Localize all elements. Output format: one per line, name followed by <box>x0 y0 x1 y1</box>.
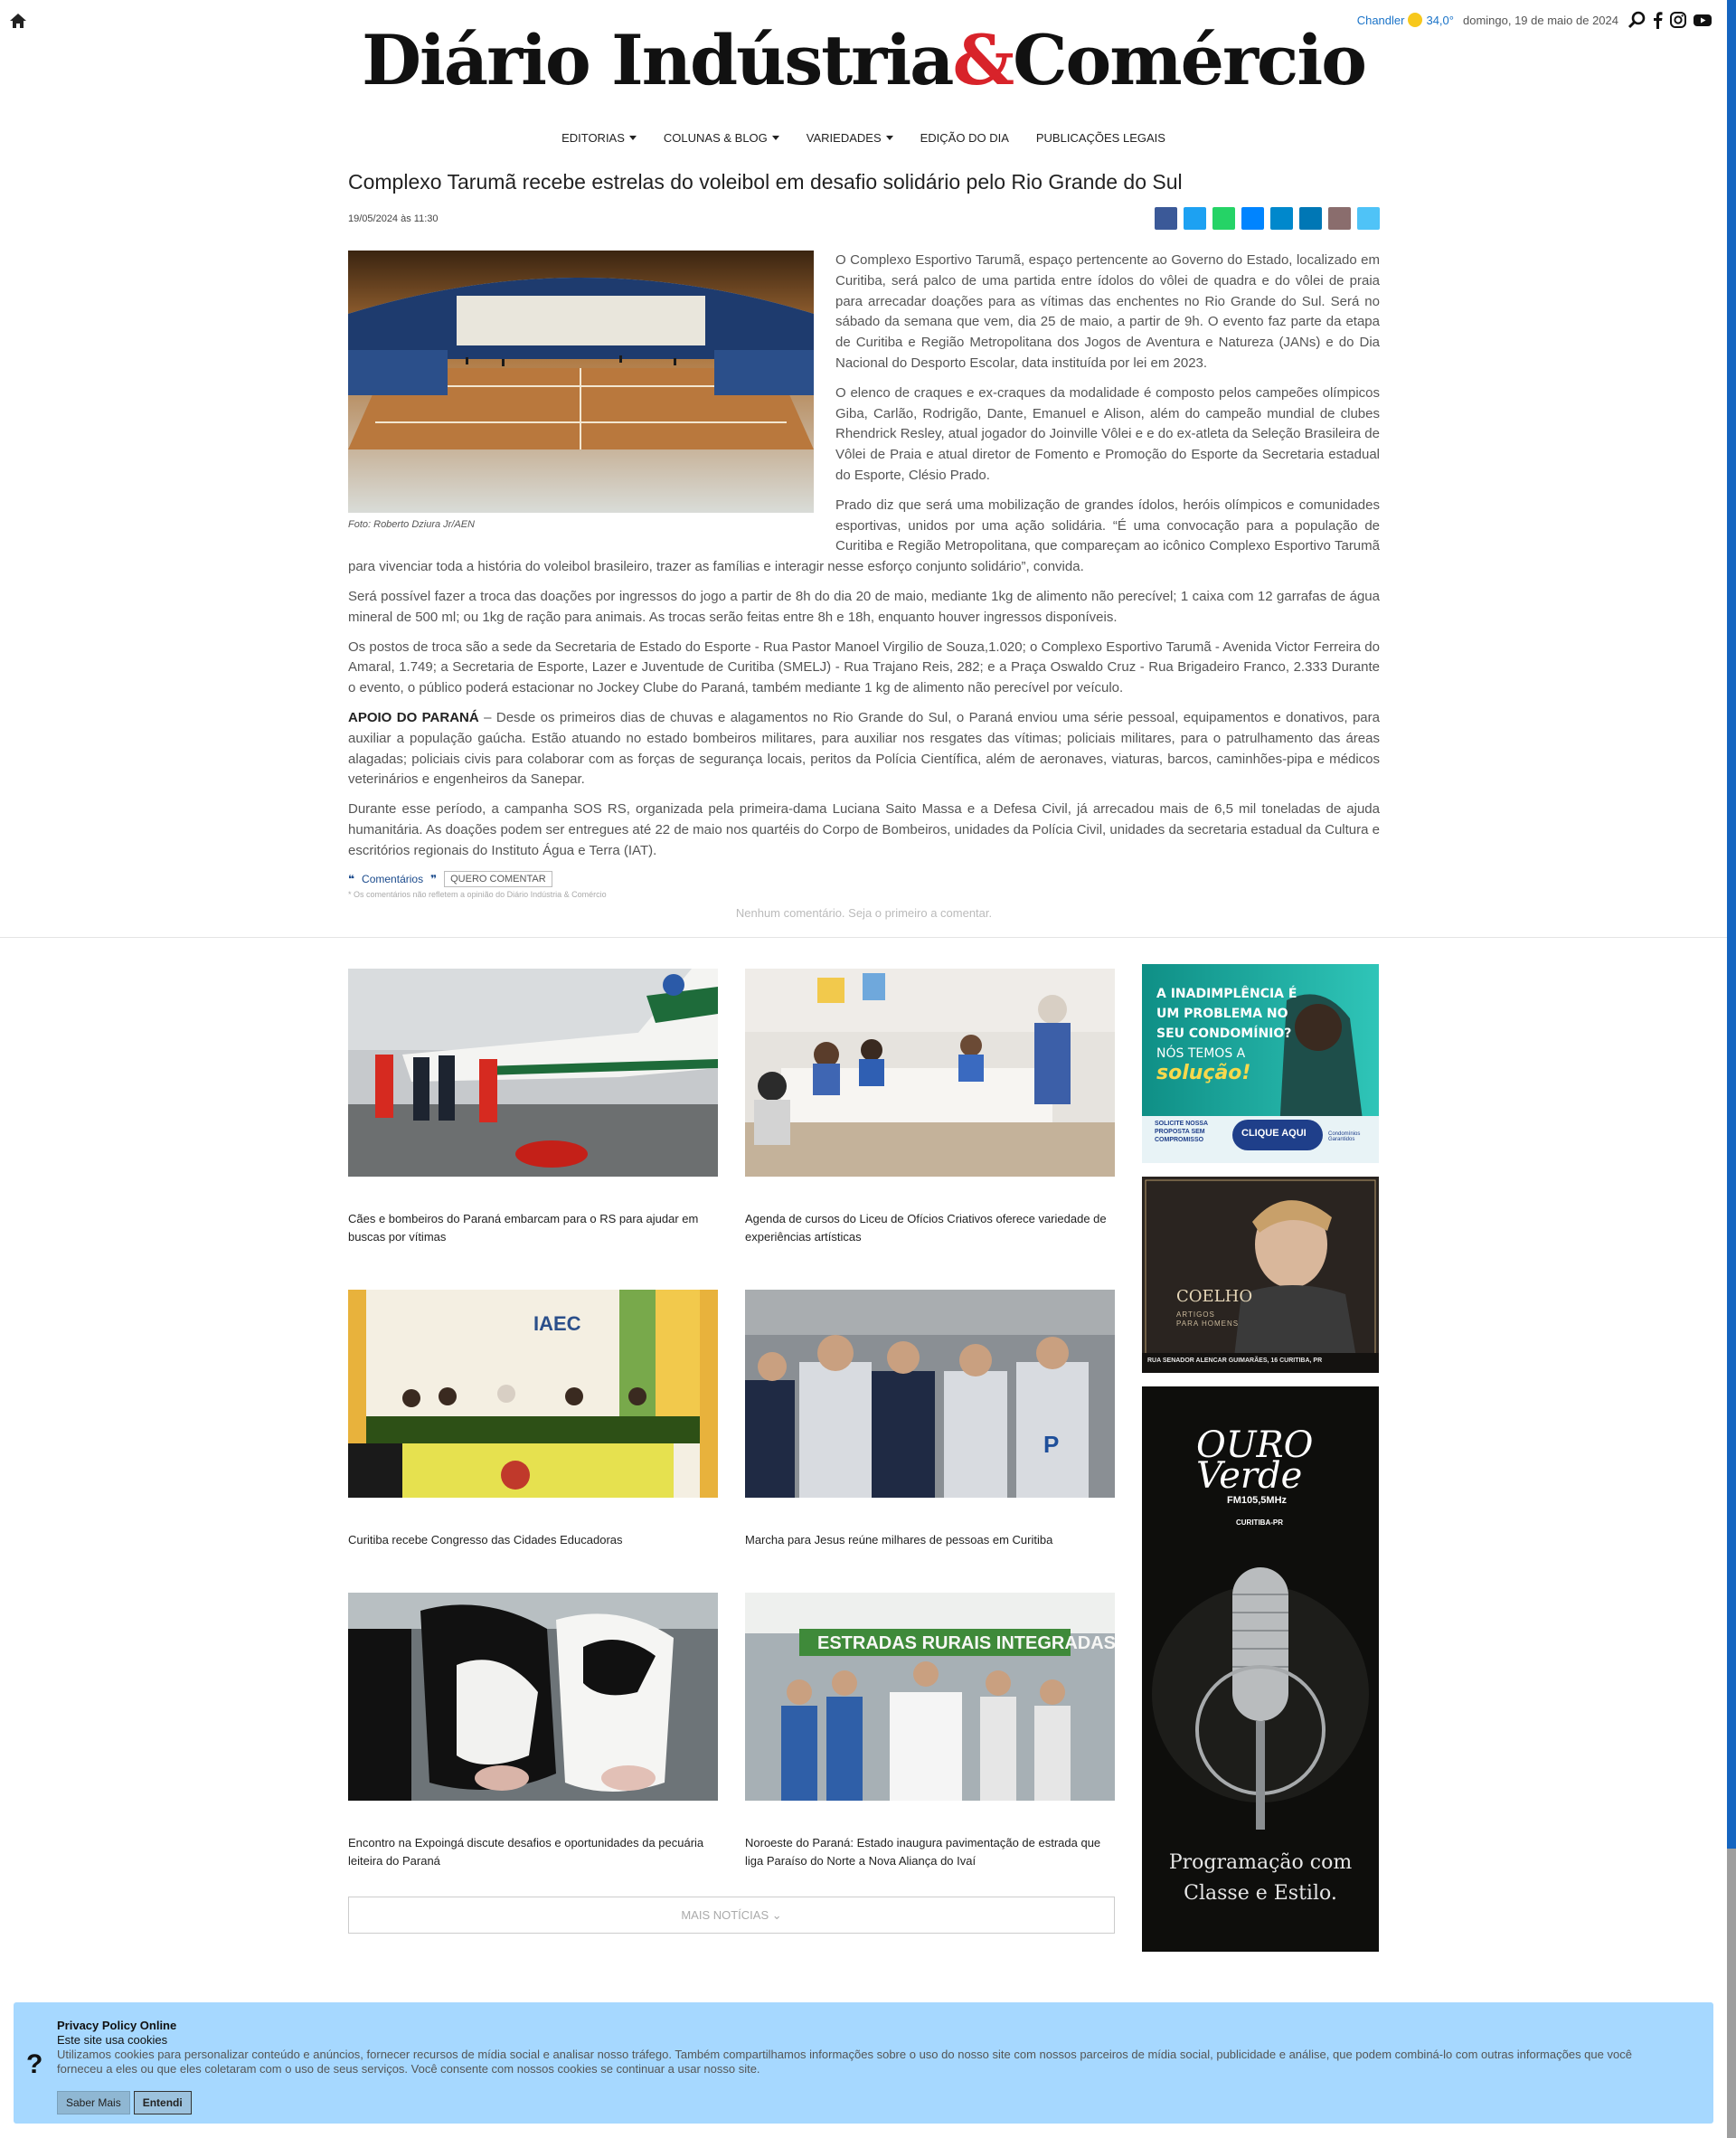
nav-label: VARIEDADES <box>806 131 882 145</box>
news-title[interactable]: Encontro na Expoingá discute desafios e oportunidades da pecuária leiteira do Paraná <box>348 1836 704 1868</box>
news-photo-road-inauguration <box>745 1593 1115 1801</box>
news-card[interactable] <box>348 1290 718 1549</box>
news-card[interactable] <box>745 969 1115 1246</box>
cookie-text <box>57 2019 1675 2077</box>
page-scrollbar[interactable] <box>1727 0 1736 2138</box>
comments-header <box>348 871 1380 887</box>
more-news-label: MAIS NOTÍCIAS <box>681 1908 769 1922</box>
article <box>348 167 1380 920</box>
photo-text: P <box>1043 1431 1060 1458</box>
news-title[interactable]: Marcha para Jesus reúne milhares de pessoas em Curitiba <box>745 1533 1053 1547</box>
ad-condominio[interactable] <box>1142 964 1379 1163</box>
photo-text: IAEC <box>533 1312 581 1335</box>
no-comments-message: Nenhum comentário. Seja o primeiro a comentar. <box>735 905 993 920</box>
news-card[interactable] <box>745 1593 1115 1870</box>
ad-tagline <box>1142 1848 1379 1909</box>
ad-text: Classe e Estilo. <box>1184 1882 1337 1905</box>
news-card[interactable] <box>348 1593 718 1870</box>
cookie-subtitle: Este site usa cookies <box>57 2033 168 2047</box>
chevron-down-icon: ⌄ <box>771 1908 782 1922</box>
ad-cta-text: SOLICITE NOSSA PROPOSTA SEM COMPROMISSO <box>1155 1121 1208 1143</box>
article-paragraph: Será possível fazer a troca das doações por ingressos do jogo a partir de 8h do dia 20 de maio, mediante 1kg de alimento não perecível; 1 caixa com 12 garrafas de água mineral de 500 ml; ou 1kg de ração para animais. As trocas serão feitas entre 8h e 18h, enquanto houver ingressos disponíveis. <box>348 588 1380 625</box>
ad-text: UM PROBLEMA NO <box>1156 1007 1288 1021</box>
article-title: Complexo Tarumã recebe estrelas do voleibol em desafio solidário pelo Rio Grande do Sul <box>348 170 1183 194</box>
news-photo-firefighters-plane <box>348 969 718 1177</box>
cookie-description: Utilizamos cookies para personalizar conteúdo e anúncios, fornecer recursos de mídia social e analisar nosso tráfego. Também compartilhamos informações sobre o uso do nosso site com nossos parceiros de mídia social, publicidade e análise, que podem combiná-lo com outras informações que você forneceu a eles ou que eles coletaram com o uso de seus serviços. Você consente com nossos cookies se continuar a usar nosso site. <box>57 2048 1632 2076</box>
ad-headline <box>1156 984 1297 1083</box>
caret-down-icon <box>629 136 637 140</box>
ad-text: Programação com <box>1168 1851 1353 1874</box>
news-title[interactable]: Noroeste do Paraná: Estado inaugura pavimentação de estrada que liga Paraíso do Norte a Nova Aliança do Ivaí <box>745 1836 1101 1868</box>
news-photo-congress-panel <box>348 1290 718 1498</box>
cookie-actions <box>57 2091 192 2114</box>
logo-text-1: Diário Indústria <box>362 20 953 100</box>
share-link-icon[interactable] <box>1357 207 1380 230</box>
ad-text: solução! <box>1156 1062 1251 1084</box>
news-title[interactable]: Agenda de cursos do Liceu de Ofícios Criativos oferece variedade de experiências artísticas <box>745 1212 1107 1244</box>
article-paragraph: O elenco de craques e ex-craques da modalidade é composto pelos campeões olímpicos Giba, Carlão, Rodrigão, Dante, Emanuel e Alison, além do campeão mundial de clubes Rhendrick Resley, atual jogador do Joinville Vôlei e e do ex-atleta da Seleção Brasileira de Vôlei de Praia e atual diretor de Fomento e Promoção do Esporte da Secretaria estadual do Esporte, Clésio Prado. <box>835 384 1380 483</box>
ad-text: A INADIMPLÊNCIA É <box>1156 987 1297 1001</box>
comment-button[interactable]: QUERO COMENTAR <box>444 871 552 887</box>
article-paragraph: Os postos de troca são a sede da Secretaria de Estado do Esporte - Rua Pastor Manoel Virgilio de Souza,1.020; o Complexo Esportivo Tarumã - Avenida Victor Ferreira do Amaral, 1.749; a Secretaria de Esporte, Lazer e Juventude de Curitiba (SMELJ) - Rua Trajano Reis, 282; e a Praça Oswaldo Cruz - Rua Brigadeiro Franco, 2.333 Durante o evento, o público poderá estacionar no Jockey Clube do Paraná, também mediante 1 kg de alimento não perecível por veículo. <box>348 639 1380 696</box>
ad-coelho[interactable] <box>1142 1177 1379 1373</box>
share-linkedin-icon[interactable] <box>1299 207 1322 230</box>
article-paragraph <box>348 708 1380 790</box>
cookie-banner <box>14 2002 1713 2124</box>
image-caption: Foto: Roberto Dziura Jr/AEN <box>348 519 475 530</box>
article-paragraph: Prado diz que será uma mobilização de grandes ídolos, heróis olímpicos e comunidades esportivas, unidos por uma ação solidária. “É uma convocação para a população de Curitiba e Região Metropolitana, que compareçam ao icônico Complexo Esportivo Tarumã para vivenciar toda a história do voleibol brasileiro, trazer as famílias e interagir nesse esforço conjunto solidário”, convida. <box>348 497 1380 575</box>
news-card[interactable] <box>348 969 718 1246</box>
weather-temp: 34,0° <box>1426 13 1454 27</box>
section-lead: APOIO DO PARANÁ <box>348 709 479 725</box>
main-navigation <box>0 131 1727 145</box>
site-logo[interactable] <box>0 20 1727 100</box>
share-whatsapp-icon[interactable] <box>1212 207 1235 230</box>
current-date: domingo, 19 de maio de 2024 <box>1462 13 1618 27</box>
news-photo-dairy-cows <box>348 1593 718 1801</box>
ad-brand <box>1196 1424 1314 1497</box>
logo-ampersand: & <box>952 20 1014 100</box>
ad-city: CURITIBA-PR <box>1236 1518 1283 1527</box>
share-facebook-icon[interactable] <box>1155 207 1177 230</box>
ad-brand: Condomínios Garantidos <box>1328 1131 1361 1142</box>
caret-down-icon <box>772 136 779 140</box>
nav-colunas-blog[interactable] <box>664 131 779 145</box>
ad-ouro-verde[interactable] <box>1142 1386 1379 1952</box>
photo-text: ESTRADAS RURAIS INTEGRADAS <box>817 1633 1115 1653</box>
nav-label: PUBLICAÇÕES LEGAIS <box>1035 131 1165 145</box>
weather-city: Chandler <box>1356 13 1405 27</box>
ad-text: OURO <box>1196 1424 1314 1466</box>
question-icon: ? <box>26 2049 43 2079</box>
comments-disclaimer: * Os comentários não refletem a opinião do Diário Indústria & Comércio <box>348 889 607 899</box>
ad-cta-button[interactable]: CLIQUE AQUI <box>1241 1128 1307 1139</box>
ad-address: RUA SENADOR ALENCAR GUIMARÃES, 16 CURITIBA, PR <box>1147 1358 1323 1364</box>
article-figure <box>348 251 814 535</box>
nav-label: EDITORIAS <box>561 131 625 145</box>
share-email-icon[interactable] <box>1328 207 1351 230</box>
nav-editorias[interactable] <box>561 131 637 145</box>
news-photo-march-crowd <box>745 1290 1115 1498</box>
ad-coelho-image <box>1142 1177 1379 1373</box>
nav-label: COLUNAS & BLOG <box>663 131 768 145</box>
quote-open-icon: ❝ <box>348 872 355 885</box>
share-telegram-icon[interactable] <box>1270 207 1293 230</box>
section-divider <box>0 937 1727 938</box>
news-title[interactable]: Cães e bombeiros do Paraná embarcam para o RS para ajudar em buscas por vítimas <box>348 1212 699 1244</box>
article-photo-gymnasium <box>348 251 814 513</box>
share-twitter-icon[interactable] <box>1184 207 1206 230</box>
article-date: 19/05/2024 às 11:30 <box>348 213 439 224</box>
comments-label: Comentários <box>362 872 424 885</box>
caret-down-icon <box>886 136 893 140</box>
article-paragraph: O Complexo Esportivo Tarumã, espaço pertencente ao Governo do Estado, localizado em Curitiba, será palco de uma partida entre ídolos do vôlei de quadra e do vôlei de praia para arrecadar doações para as vítimas das enchentes no Rio Grande do Sul. Será no sábado da semana que vem, dia 25 de maio, a partir de 9h. O evento faz parte da etapa de Curitiba e Região Metropolitana dos Jogos de Aventura e Natureza (JANs) e do Dia Nacional do Desporto Escolar, data instituída por lei em 2023. <box>835 252 1380 371</box>
news-card[interactable] <box>745 1290 1115 1549</box>
article-body <box>348 251 1380 862</box>
nav-variedades[interactable] <box>807 131 893 145</box>
quote-close-icon: ❞ <box>430 872 438 885</box>
article-paragraph: Durante esse período, a campanha SOS RS, organizada pela primeira-dama Luciana Saito Massa e a Defesa Civil, já arrecadou mais de 6,5 mil toneladas de ajuda humanitária. As doações podem ser entregues até 22 de maio nos quartéis do Corpo de Bombeiros, unidades da Polícia Civil, unidades da secretaria estadual da Cultura e escritórios regionais do Instituto Água e Terra (IAT). <box>348 801 1380 858</box>
paragraph-text: – Desde os primeiros dias de chuvas e alagamentos no Rio Grande do Sul, o Paraná enviou uma série pessoal, equipamentos e donativos, para auxiliar a população gaúcha. Estão atuando no estado bombeiros militares, para auxiliar nos resgates das vítimas; policiais militares, para o patrulhamento das áreas alagadas; policiais civis para colaborar com as forças de segurança locais, peritos da Polícia Científica, além de aeronaves, viaturas, barcos, caminhões-pipa e médicos veterinários e engenheiros da Sanepar. <box>348 709 1380 788</box>
nav-label: EDIÇÃO DO DIA <box>920 131 1009 145</box>
scrollbar-thumb[interactable] <box>1727 1849 1736 2138</box>
ad-brand: COELHO <box>1176 1287 1253 1306</box>
ad-frequency: FM105,5MHz <box>1227 1495 1288 1506</box>
share-messenger-icon[interactable] <box>1241 207 1264 230</box>
accept-cookies-button[interactable]: Entendi <box>134 2091 192 2114</box>
ad-text: NÓS TEMOS A <box>1156 1046 1246 1061</box>
cookie-title: Privacy Policy Online <box>57 2019 177 2032</box>
logo-text-2: Comércio <box>1013 20 1365 100</box>
news-title[interactable]: Curitiba recebe Congresso das Cidades Educadoras <box>348 1533 623 1547</box>
news-photo-workshop-class <box>745 969 1115 1177</box>
more-news-button[interactable] <box>348 1897 1115 1934</box>
nav-publicacoes-legais[interactable] <box>1036 131 1165 145</box>
learn-more-button[interactable]: Saber Mais <box>57 2091 130 2114</box>
ad-text: SEU CONDOMÍNIO? <box>1156 1026 1292 1041</box>
share-buttons <box>1155 207 1380 230</box>
ad-text: ARTIGOS PARA HOMENS <box>1176 1310 1240 1328</box>
ad-text: Verde <box>1196 1455 1303 1497</box>
nav-edicao-do-dia[interactable] <box>920 131 1009 145</box>
